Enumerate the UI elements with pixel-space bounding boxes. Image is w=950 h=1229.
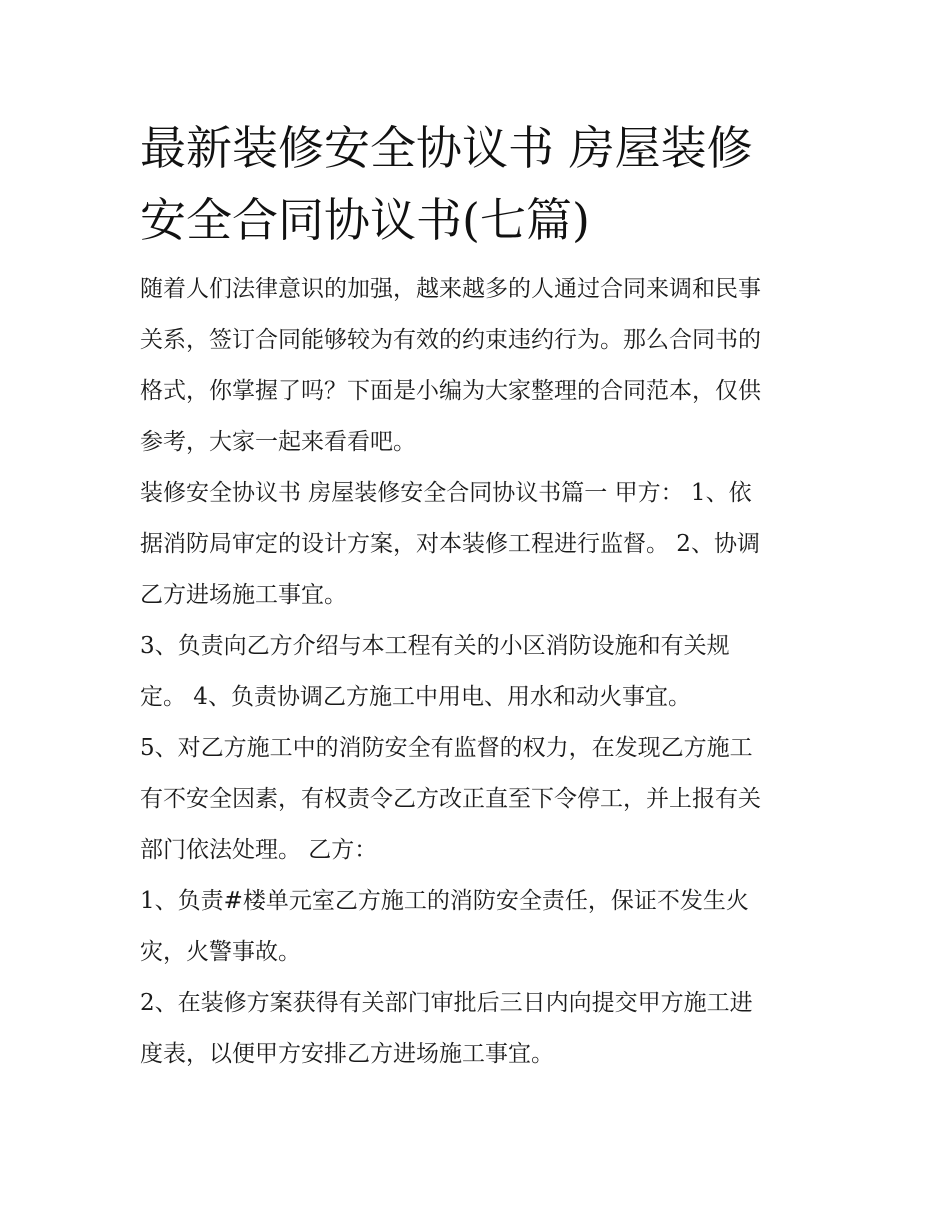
- text-line: 乙方进场施工事宜。: [140, 582, 347, 608]
- text-line: 据消防局审定的设计方案，对本装修工程进行监督。 2、协调: [140, 531, 760, 557]
- paragraph-party-a: [140, 468, 820, 621]
- paragraph-intro: [140, 264, 820, 468]
- paragraph-party-b-1: [140, 876, 820, 978]
- text-line: 参考，大家一起来看看吧。: [140, 429, 416, 455]
- text-line: 格式，你掌握了吗？下面是小编为大家整理的合同范本，仅供: [140, 378, 761, 404]
- text-line: 灾，火警事故。: [140, 939, 301, 965]
- text-line: 有不安全因素，有权责令乙方改正直至下令停工，并上报有关: [140, 786, 761, 812]
- text-line: 度表，以便甲方安排乙方进场施工事宜。: [140, 1041, 554, 1067]
- document-body: [140, 264, 820, 1080]
- text-line: 部门依法处理。 乙方：: [140, 837, 378, 863]
- title-line: 最新装修安全协议书 房屋装修: [140, 121, 753, 175]
- document-title: [140, 112, 820, 256]
- text-line: 定。 4、负责协调乙方施工中用电、用水和动火事宜。: [140, 684, 691, 710]
- text-line: 装修安全协议书 房屋装修安全合同协议书篇一 甲方： 1、依: [140, 480, 752, 506]
- paragraph-clause-5: [140, 723, 820, 876]
- text-line: 3、负责向乙方介绍与本工程有关的小区消防设施和有关规: [140, 633, 730, 659]
- text-line: 随着人们法律意识的加强，越来越多的人通过合同来调和民事: [140, 276, 761, 302]
- paragraph-party-b-2: [140, 978, 820, 1080]
- text-line: 1、负责#楼单元室乙方施工的消防安全责任，保证不发生火: [140, 888, 749, 914]
- text-line: 2、在装修方案获得有关部门审批后三日内向提交甲方施工进: [140, 990, 753, 1016]
- title-line: 安全合同协议书(七篇): [140, 193, 590, 247]
- paragraph-clause-3-4: [140, 621, 820, 723]
- document-page: [140, 112, 820, 1080]
- text-line: 关系，签订合同能够较为有效的约束违约行为。那么合同书的: [140, 327, 761, 353]
- text-line: 5、对乙方施工中的消防安全有监督的权力，在发现乙方施工: [140, 735, 753, 761]
